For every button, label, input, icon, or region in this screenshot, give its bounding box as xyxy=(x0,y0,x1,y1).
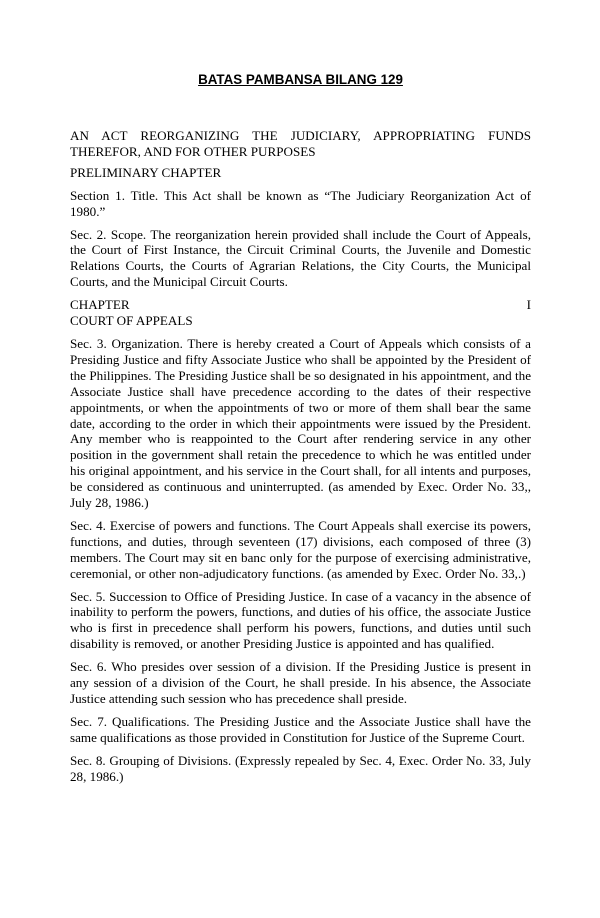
section-7-paragraph: Sec. 7. Qualifications. The Presiding Justice and the Associate Justice shall have the same qualifications as those provided in Constitution for Justice of the Supreme Court. xyxy=(70,713,531,745)
chapter-label: CHAPTER xyxy=(70,297,130,313)
chapter-number: I xyxy=(526,297,531,313)
chapter-title: COURT OF APPEALS xyxy=(70,313,193,329)
section-8-paragraph: Sec. 8. Grouping of Divisions. (Expressly repealed by Sec. 4, Exec. Order No. 33, July 28, 1986.) xyxy=(70,752,531,784)
preliminary-chapter-heading: PRELIMINARY CHAPTER xyxy=(70,164,222,180)
document-title: BATAS PAMBANSA BILANG 129 xyxy=(198,72,403,87)
section-5-paragraph: Sec. 5. Succession to Office of Presiding Justice. In case of a vacancy in the absence of inability to perform the powers, functions, and duties of his office, the associate Justice who is first in precedence shall perform his powers, functions, and duties until such disability is removed, or another Presiding Justice is appointed and has qualified. xyxy=(70,588,531,652)
act-title: AN ACT REORGANIZING THE JUDICIARY, APPROPRIATING FUNDS THEREFOR, AND FOR OTHER PURPOSES xyxy=(70,128,531,159)
section-3-paragraph: Sec. 3. Organization. There is hereby created a Court of Appeals which consists of a Presiding Justice and fifty Associate Justice who shall be appointed by the President of the Philippines. The Presiding Justice shall be so designated in his appointment, and the Associate Justice shall have precedence according to the dates of their respective appointments, or when the appointments of two or more of them shall bear the same date, according to the order in which their appointments were issued by the President. Any member who is reappointed to the Court after rendering service in any other position in the government shall retain the precedence to which he was entitled under his original appointment, and his service in the Court shall, for all intents and purposes, be considered as continuous and uninterrupted. (as amended by Exec. Order No. 33,, July 28, 1986.) xyxy=(70,335,531,511)
section-1-paragraph: Section 1. Title. This Act shall be known as “The Judiciary Reorganization Act of 1980.” xyxy=(70,187,531,219)
chapter-heading xyxy=(70,297,531,313)
document-page xyxy=(70,0,531,785)
section-4-paragraph: Sec. 4. Exercise of powers and functions. The Court Appeals shall exercise its powers, functions, and duties, through seventeen (17) divisions, each composed of three (3) members. The Court may sit en banc only for the purpose of exercising administrative, ceremonial, or other non-adjudicatory functions. (as amended by Exec. Order No. 33,.) xyxy=(70,517,531,581)
section-6-paragraph: Sec. 6. Who presides over session of a division. If the Presiding Justice is present in any session of a division of the Court, he shall preside. In his absence, the Associate Justice attending such session who has precedence shall preside. xyxy=(70,659,531,706)
section-2-paragraph: Sec. 2. Scope. The reorganization herein provided shall include the Court of Appeals, the Court of First Instance, the Circuit Criminal Courts, the Juvenile and Domestic Relations Courts, the Courts of Agrarian Relations, the City Courts, the Municipal Courts, and the Municipal Circuit Courts. xyxy=(70,226,531,290)
